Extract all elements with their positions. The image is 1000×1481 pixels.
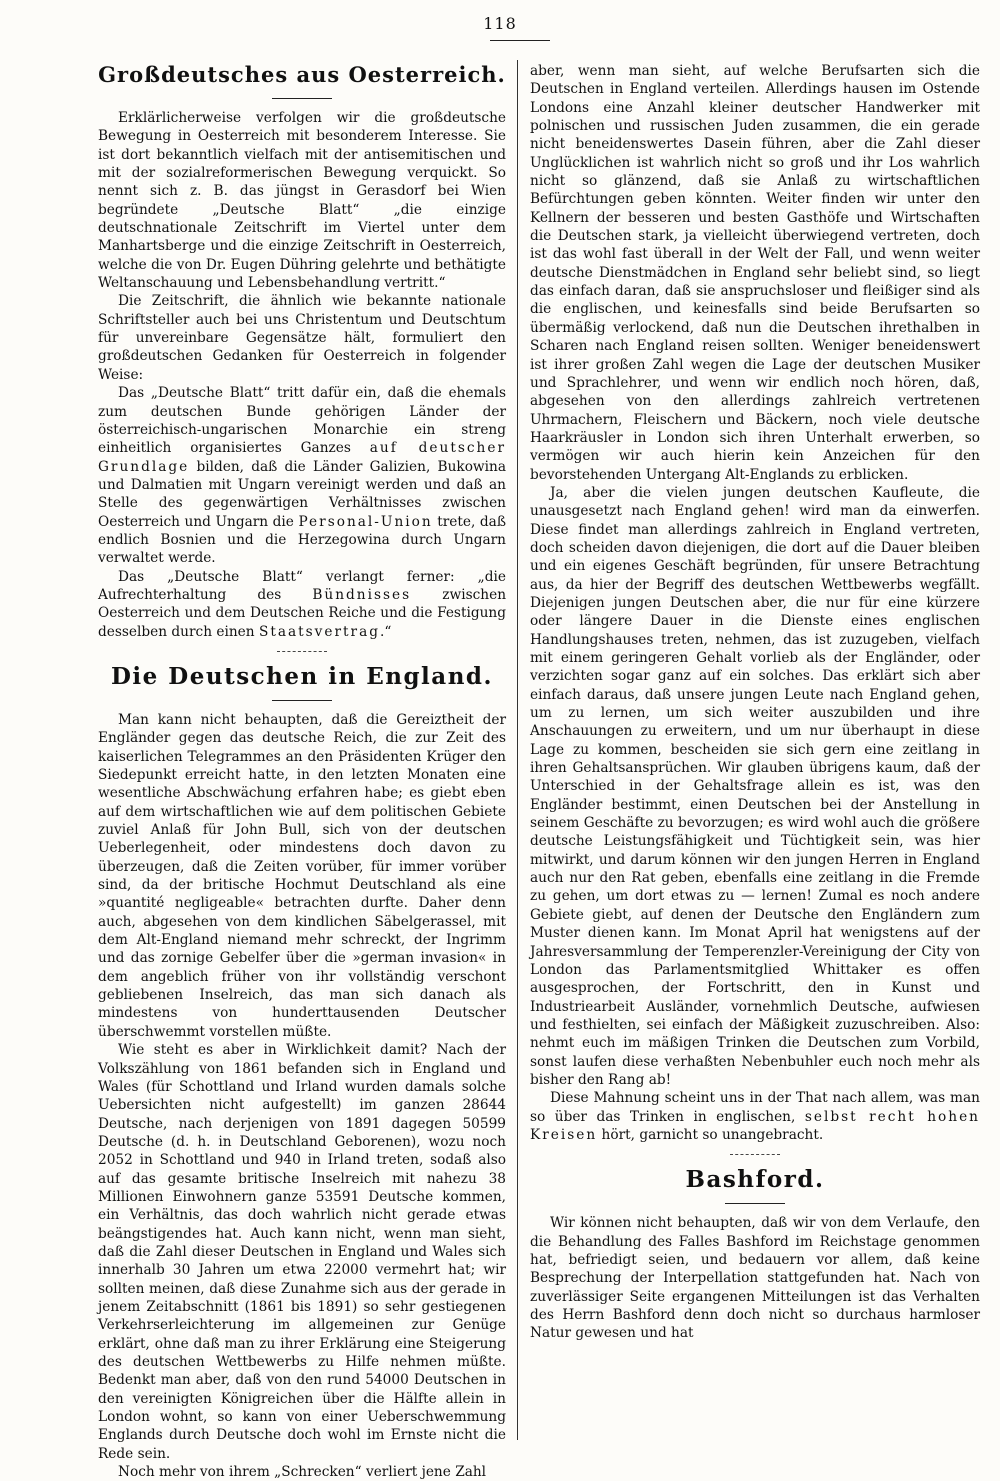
text-run: .“ [380,623,392,640]
quoted-paragraph [98,384,506,567]
quoted-paragraph [98,568,506,641]
article-title-bashford: Bashford. [685,1166,825,1194]
article-paragraph: Ja, aber die vielen jungen deutschen Kaufleute, die unausgesetzt nach England gehen! wird man da einwerfen. Diese findet man allerdings zahlreich in England vertreten, doch scheiden davon diejenigen, die dort auf die Dauer bleiben und ein eigenes Geschäft begründen, für unsere Betrachtung aus, da hier der Begriff des deutschen Wettbewerbs wegfällt. Diejenigen jungen Deutschen aber, die nur für eine kürzere oder längere Dauer in die Dienste eines englischen Handlungshauses treten, nehmen, das ist zuzugeben, vielfach mit einem geringeren Gehalt vorlieb als der Engländer, oder verzichten sogar ganz auf ein solches. Das erklärt sich aber einfach daraus, daß unsere jungen Leute nach England gehen, um zu lernen, um sich weiter auszubilden und ihre Anschauungen zu erweitern, und um nur überhaupt in diese Lage zu kommen, bescheiden sie sich gern eine zeitlang in ihren Gehaltsansprüchen. Wir glauben übrigens kaum, daß der Unterschied in der Gehaltsfrage allein es ist, was den Engländer bestimmt, einen Deutschen bei der Anstellung in seinem Geschäfte zu bevorzugen; es wird wohl auch die größere deutsche Leistungsfähigkeit und Tüchtigkeit sein, was hier mitwirkt, und darum können wir den jungen Herren in England auch nur den Rat geben, ebenfalls eine zeitlang in die Fremde zu gehen, um dort etwas zu — lernen! Zumal es noch andere Gebiete giebt, auf denen der Deutsche den Engländern zum Muster dienen kann. Im Monat April hat wenigstens auf der Jahresversammlung der Temperenzler-Vereinigung der City von London das Parlamentsmitglied Whittaker es offen ausgesprochen, der Fortschritt, den in Kunst und Industriearbeit Ausländer, vornehmlich Deutsche, aufwiesen und festhielten, sei einfach der Mäßigkeit zuzuschreiben. Also: nehmt euch im mäßigen Trinken die Deutschen zum Vorbild, sonst laufen diese verhaßten Nebenbuhler euch noch mehr als bisher den Rang ab! [530,484,980,1088]
spaced-emphasis: selbst recht hohen Kreisen [530,1108,980,1143]
spaced-emphasis: auf deutscher Grundlage [98,440,506,475]
column-divider [517,60,518,1440]
text-run: hört, garnicht so unangebracht. [597,1126,824,1143]
article-paragraph: aber, wenn man sieht, auf welche Berufsarten sich die Deutschen in England verteilen. Allerdings hausen im Ostende Londons eine Anzahl kleiner deutscher Handwerker mit polnischen und russischen Juden zusammen, die ein gerade nicht beneidenswertes Dasein führen, aber die Zahl dieser Unglücklichen ist wahrlich nicht so groß und ihr Los wahrlich nicht so glänzend, daß sie Anlaß zu wirtschaftlichen Befürchtungen geben könnten. Weiter finden wir unter den Kellnern der besseren und besten Gasthöfe und Wirtschaften die Deutschen stark, ja vielleicht überwiegend vertreten, doch ist das wohl fast überall in der Welt der Fall, und wenn weiter deutsche Dienstmädchen in England sehr beliebt sind, so liegt das einfach daran, daß sie anspruchsloser und fleißiger sind als die englischen, und keinesfalls sind beide Berufsarten so übermäßig verlockend, daß nun die Deutschen ihrethalben in Scharen nach England reisen sollten. Weniger beneidenswert ist ihrer großen Zahl wegen die Lage der deutschen Musiker und Sprachlehrer, und wenn wir endlich noch hören, daß, abgesehen von den allerdings zahlreich vertretenen Uhrmachern, Fleischern und Bäckern, noch viele deutsche Haarkräusler in London sich ihren Unterhalt erwerben, so vermögen wir auch hierin kein Anzeichen für den bevorstehenden Untergang Alt-Englands zu erblicken. [530,63,980,483]
page-number-rule [490,40,550,41]
section-separator [277,651,327,652]
title-rule [725,1203,785,1204]
text-run: Das „Deutsche Blatt“ verlangt ferner: „die Aufrechterhaltung des [98,568,506,603]
article-paragraph [530,1089,980,1144]
page-number: 118 [483,14,517,33]
article-paragraph: Erklärlicherweise verfolgen wir die großdeutsche Bewegung in Oesterreich mit besonderem Interesse. Sie ist dort bekanntlich vielfach mit der antisemitischen und mit der sozialreformerischen Bewegung verquickt. So nennt sich z. B. das jüngst in Gerasdorf bei Wien begründete „Deutsche Blatt“ „die einzige deutschnationale Zeitschrift im Viertel unter dem Manhartsberge und die einzige Zeitschrift in Oesterreich, welche die von Dr. Eugen Dühring gelehrte und bethätigte Weltanschauung und Lebensbehandlung vertritt.“ [98,110,506,292]
text-run: Diese Mahnung scheint uns in der That nach allem, was man so über das Trinken in englischen, [530,1090,980,1125]
title-rule [272,98,332,99]
article-paragraph: Noch mehr von ihrem „Schrecken“ verliert jene Zahl [118,1464,487,1481]
right-column [530,62,980,1343]
spaced-emphasis: Bündnisses [312,586,412,603]
left-column [98,62,506,1481]
article-paragraph: Wir können nicht behaupten, daß wir von dem Verlaufe, den die Behandlung des Falles Bashford im Reichstage genommen hat, befriedigt seien, und bedauern vor allem, daß keine Besprechung der Interpellation stattgefunden hat. Nach von zuverlässiger Seite ergangenen Mitteilungen ist das Verhalten des Herrn Bashford denn doch nicht so durchaus harmloser Natur gewesen und hat [530,1215,980,1342]
text-run: zwischen Oesterreich und dem Deutschen Reiche und die Festigung desselben durch einen [98,586,507,640]
article-paragraph: Die Zeitschrift, die ähnlich wie bekannte nationale Schriftsteller auch bei uns Christentum und Deutschtum für unvereinbare Gegensätze hält, formuliert den großdeutschen Gedanken für Oesterreich in folgender Weise: [98,293,506,383]
text-run: bilden, daß die Länder Galizien, Bukowina und Dalmatien mit Ungarn vereinigt werden und daß an Stelle des gegenwärtigen Verhältnisses zwischen Oesterreich und Ungarn die [98,458,506,530]
article-paragraph: Wie steht es aber in Wirklichkeit damit? Nach der Volkszählung von 1861 befanden sich in England und Wales (für Schottland und Irland wurden damals solche Uebersichten nicht aufgestellt) im ganzen 28644 Deutsche, nach derjenigen von 1891 dagegen 50599 Deutsche (d. h. in Deutschland Geborenen), wozu noch 2052 in Schottland und 940 in Irland treten, sodaß also auf das gesamte britische Inselreich mit nahezu 38 Millionen Einwohnern ganze 53591 Deutsche kommen, ein Verhältnis, das doch wahrlich nicht gerade etwas beängstigendes hat. Auch kann nicht, wenn man sieht, daß die Zahl dieser Deutschen in England und Wales sich innerhalb 30 Jahren um etwa 22000 vermehrt hat; wir sollten meinen, daß diese Zunahme sich aus der gerade in jenem Zeitabschnitt (1861 bis 1891) so sehr gestiegenen Verkehrserleichterung im allgemeinen zur Genüge erklärt, ohne daß man zu ihrer Erklärung eine Steigerung des deutschen Wettbewerbs zu Hilfe nehmen müßte. Bedenkt man aber, daß von den rund 54000 Deutschen in den vereinigten Königreichen über die Hälfte allein in London wohnt, so kann von einer Ueberschwemmung Englands durch Deutsche doch wohl im Ernste nicht die Rede sein. [98,1042,506,1462]
title-rule [272,700,332,701]
section-separator [730,1154,780,1155]
article-title-deutschen-in-england: Die Deutschen in England. [110,662,494,690]
spaced-emphasis: Personal-Union [298,513,433,530]
spaced-emphasis: Staatsvertrag [258,623,381,640]
text-run: trete, daß endlich Bosnien und die Herzegowina durch Ungarn verwaltet werde. [98,513,506,567]
article-paragraph: Man kann nicht behaupten, daß die Gereiztheit der Engländer gegen das deutsche Reich, die zur Zeit des kaiserlichen Telegrammes an den Präsidenten Krüger den Siedepunkt erreicht hatte, in den letzten Monaten eine wesentliche Abschwächung erfahren habe; es giebt eben auf dem wirtschaftlichen wie auf dem politischen Gebiete zuviel Anlaß für John Bull, sich von der deutschen Ueberlegenheit, oder mindestens doch davon zu überzeugen, daß die Zeiten vorüber, für immer vorüber sind, da der britische Hochmut Deutschland als eine »quantité negligeable« betrachten durfte. Daher denn auch, abgesehen von dem kindlichen Säbelgerassel, mit dem Alt-England niemand mehr schreckt, der Ingrimm und das zornige Gebelfer über die »german invasion« in dem angeblich früher von ihr vollständig verschont gebliebenen Inselreich, das man sich danach als mindestens von hunderttausenden Deutscher überschwemmt vorstellen müßte. [98,711,506,1040]
text-run: Das „Deutsche Blatt“ tritt dafür ein, daß die ehemals zum deutschen Bunde gehörigen Länder der österreichisch-ungarischen Monarchie ein streng einheitlich organisiertes Ganzes [98,385,506,457]
article-title-grossdeutsches: Großdeutsches aus Oesterreich. [98,62,506,87]
